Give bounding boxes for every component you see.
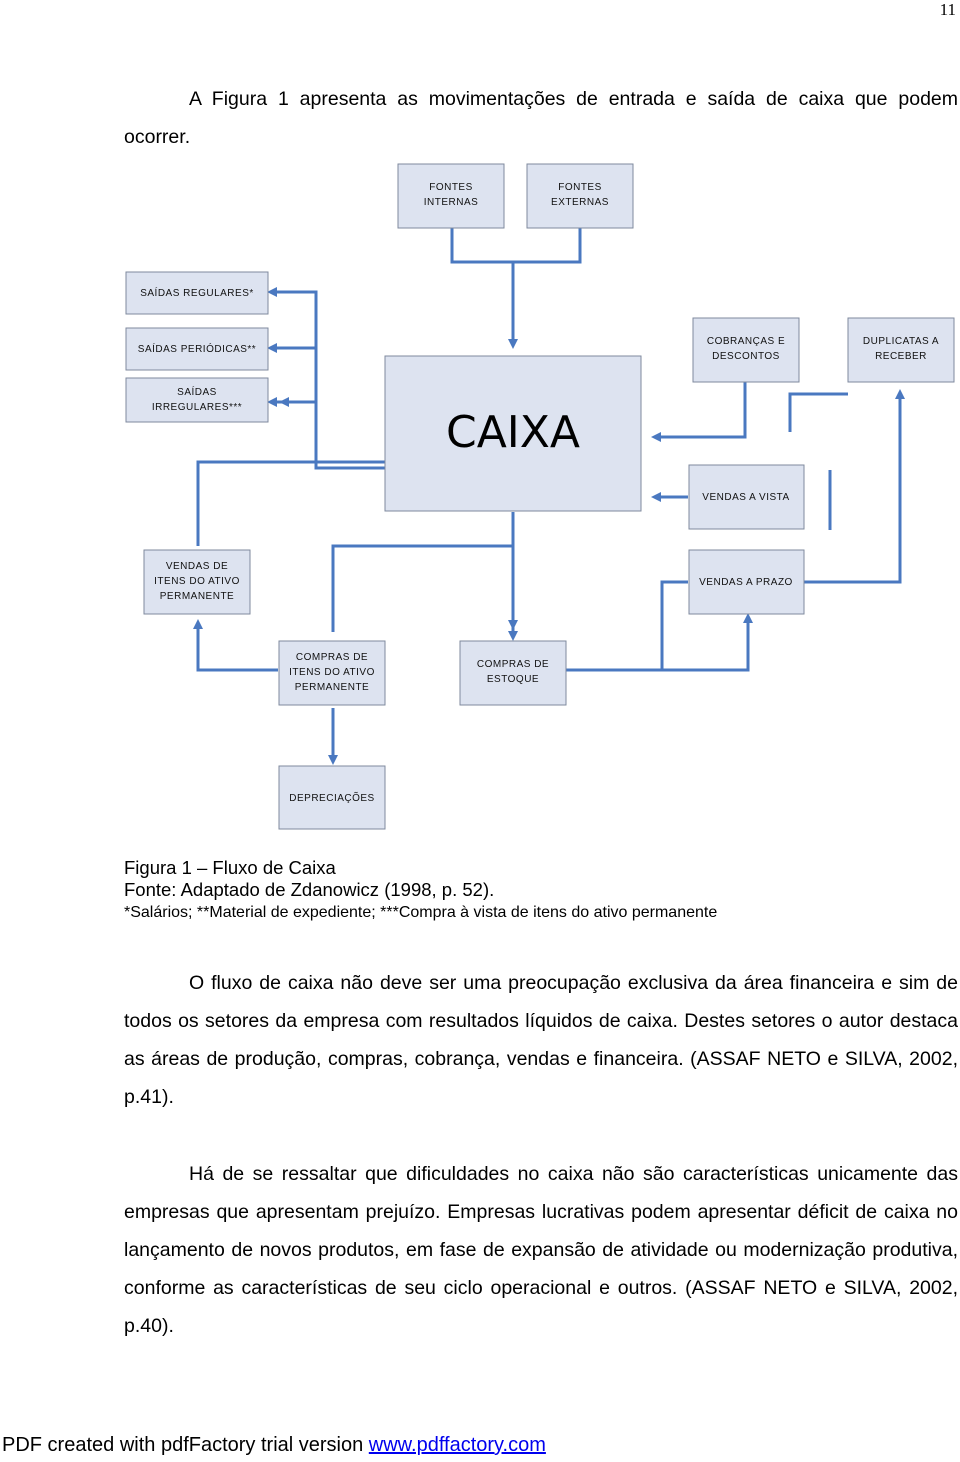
svg-text:COMPRAS DEITENS DO ATIVOPERMAN	[289, 652, 375, 693]
svg-text:VENDAS DEITENS DO ATIVOPERMANE	[154, 561, 240, 602]
svg-text:VENDAS A PRAZO	[699, 577, 793, 588]
page-number: 11	[939, 0, 956, 19]
node-caixa	[385, 356, 641, 511]
edge-compras-ativo-to-vendas	[198, 624, 278, 670]
node-duplicatas-line2: RECEBER	[875, 351, 927, 362]
node-fontes-externas-line1: FONTES	[558, 182, 602, 193]
figure-caption: Figura 1 – Fluxo de Caixa	[124, 857, 336, 878]
edge-caixa-to-saidas	[284, 292, 385, 468]
node-saidas-irregulares-line2: IRREGULARES***	[151, 402, 243, 413]
node-fontes-externas-line2: EXTERNAS	[551, 197, 609, 208]
node-compras-ativo-line3: PERMANENTE	[294, 682, 370, 693]
body-paragraph-1: O fluxo de caixa não deve ser uma preocupação exclusiva da área financeira e sim de todos os setores da empresa com resultados líquidos de caixa. Destes setores o autor destaca as áreas de produção, compras, cobrança, vendas e financeira. (ASSAF NETO e SILVA, 2002, p.41).	[124, 972, 958, 1108]
footer-prefix: PDF created with pdfFactory trial version	[2, 1434, 369, 1456]
edge-prazo-to-duplicatas	[804, 394, 900, 582]
figure-notes: *Salários; **Material de expediente; ***Compra à vista de itens do ativo permanente	[124, 904, 718, 921]
node-compras-estoque-line2: ESTOQUE	[486, 674, 540, 685]
node-saidas-irregulares-line1: SAÍDAS	[177, 387, 217, 398]
node-compras-itens-ativo	[279, 641, 385, 705]
node-vendas-prazo	[689, 550, 804, 614]
node-compras-ativo-line2: ITENS DO ATIVO	[289, 667, 375, 678]
node-duplicatas-receber	[848, 318, 954, 382]
node-compras-estoque	[460, 641, 566, 705]
node-depreciacoes	[279, 766, 385, 829]
node-cobrancas-line2: DESCONTOS	[712, 351, 780, 362]
node-vendas-itens-ativo	[144, 550, 250, 614]
pdf-footer	[2, 1434, 546, 1457]
node-cobrancas-line1: COBRANÇAS E	[706, 336, 786, 347]
edge-caixa-to-bottom	[333, 512, 513, 632]
figure-source: Fonte: Adaptado de Zdanowicz (1998, p. 52).	[124, 879, 495, 900]
node-duplicatas-line1: DUPLICATAS A	[862, 336, 940, 347]
svg-text:SAÍDAS PERIÓDICAS**	[138, 342, 256, 355]
intro-paragraph: A Figura 1 apresenta as movimentações de entrada e saída de caixa que podem ocorrer.	[124, 88, 958, 148]
node-vendas-ativo-line3: PERMANENTE	[159, 591, 235, 602]
node-cobrancas-descontos	[693, 318, 799, 382]
node-saidas-irregulares	[126, 378, 268, 422]
node-fontes-internas	[398, 164, 504, 228]
node-vendas-ativo-line2: ITENS DO ATIVO	[154, 576, 240, 587]
node-vendas-vista-line1: VENDAS A VISTA	[702, 492, 790, 503]
node-vendas-vista	[689, 465, 804, 529]
node-saidas-periodicas	[126, 328, 268, 370]
svg-text:SAÍDAS REGULARES*	[140, 286, 254, 299]
edge-cobrancas-to-caixa	[656, 382, 745, 437]
node-compras-ativo-line1: COMPRAS DE	[295, 652, 369, 663]
node-fontes-externas	[527, 164, 633, 228]
node-vendas-prazo-line1: VENDAS A PRAZO	[699, 577, 793, 588]
node-vendas-ativo-line1: VENDAS DE	[165, 561, 229, 572]
node-fontes-internas-line2: INTERNAS	[423, 197, 479, 208]
svg-text:DEPRECIAÇÕES	[289, 791, 374, 804]
svg-text:VENDAS A VISTA	[702, 492, 789, 503]
node-depreciacoes-line1: DEPRECIAÇÕES	[289, 793, 375, 804]
footer-link[interactable]: www.pdffactory.com	[368, 1434, 546, 1456]
node-saidas-regulares-line1: SAÍDAS REGULARES*	[140, 288, 254, 299]
body-paragraph-2: Há de se ressaltar que dificuldades no caixa não são características unicamente das empresas que apresentam prejuízo. Empresas lucrativas podem apresentar déficit de caixa no lançamento de novos produtos, em fase de expansão de atividade ou modernização produtiva, conforme as características de seu ciclo operacional e outros. (ASSAF NETO e SILVA, 2002, p.40).	[124, 1163, 958, 1337]
node-fontes-internas-line1: FONTES	[429, 182, 473, 193]
node-caixa-label: CAIXA	[445, 407, 581, 458]
node-compras-estoque-line1: COMPRAS DE	[476, 659, 550, 670]
node-saidas-regulares	[126, 272, 268, 314]
node-saidas-periodicas-line1: SAÍDAS PERIÓDICAS**	[137, 344, 257, 355]
edge-caixa-to-vendas-ativo	[198, 462, 385, 546]
edge-fontes-to-caixa	[452, 228, 580, 344]
